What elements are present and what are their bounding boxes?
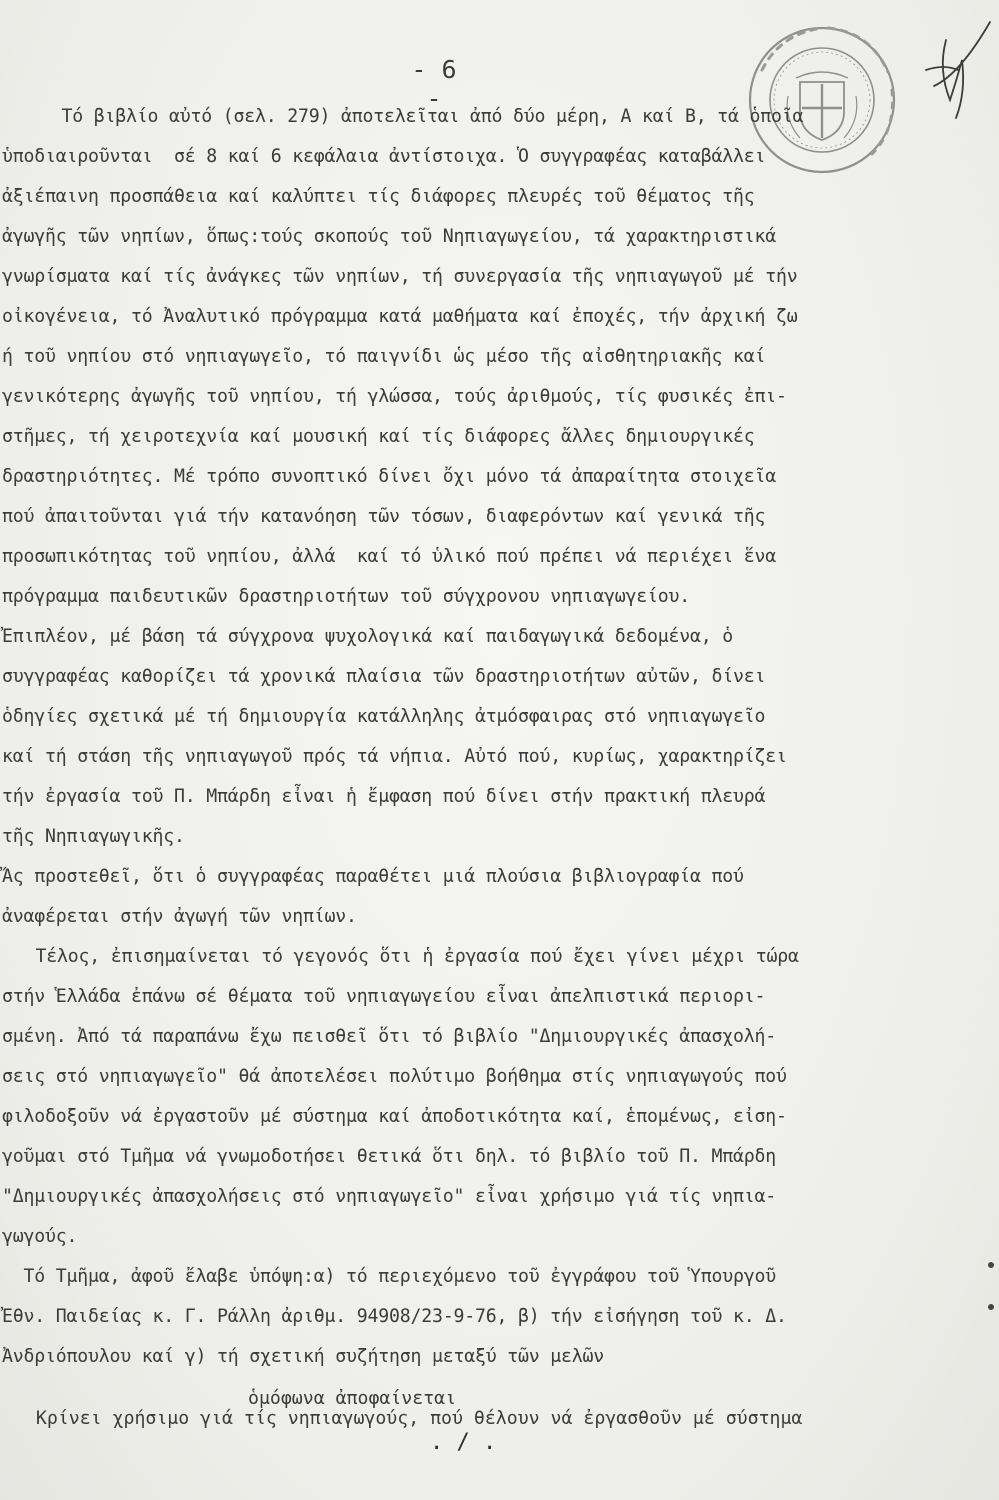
text-line-2: ὑποδιαιροῦνται σέ 8 καί 6 κεφάλαια ἀντίστοιχα. Ὁ συγγραφέας καταβάλλει: [2, 146, 766, 167]
text-line-9: στῆμες, τή χειροτεχνία καί μουσική καί τίς διάφορες ἄλλες δημιουργικές: [2, 426, 755, 447]
text-line-30: Τό Τμῆμα, ἀφοῦ ἔλαβε ὑπόψη:α) τό περιεχόμενο τοῦ ἐγγράφου τοῦ Ὑπουργοῦ: [2, 1266, 776, 1287]
text-line-8: γενικότερης ἀγωγῆς τοῦ νηπίου, τή γλώσσα, τούς ἀριθμούς, τίς φυσικές ἐπι-: [2, 386, 787, 407]
text-line-25: σεις στό νηπιαγωγεῖο" θά ἀποτελέσει πολύτιμο βοήθημα στίς νηπιαγωγούς πού: [2, 1066, 787, 1087]
text-line-27: γοῦμαι στό Τμῆμα νά γνωμοδοτήσει θετικά ὅτι δηλ. τό βιβλίο τοῦ Π. Μπάρδη: [2, 1146, 776, 1167]
page-number: - 6 -: [411, 55, 457, 113]
text-line-21: ἀναφέρεται στήν ἀγωγή τῶν νηπίων.: [2, 906, 357, 927]
text-line-26: φιλοδοξοῦν νά ἐργαστοῦν μέ σύστημα καί ἀποδοτικότητα καί, ἑπομένως, εἰση-: [2, 1106, 787, 1127]
text-line-23: στήν Ἑλλάδα ἐπάνω σέ θέματα τοῦ νηπιαγωγείου εἶναι ἀπελπιστικά περιορι-: [2, 986, 766, 1007]
text-line-3: ἀξιέπαινη προσπάθεια καί καλύπτει τίς διάφορες πλευρές τοῦ θέματος τῆς: [2, 186, 755, 207]
text-line-16: ὁδηγίες σχετικά μέ τή δημιουργία κατάλληλης ἀτμόσφαιρας στό νηπιαγωγεῖο: [2, 706, 766, 727]
text-line-22: Τέλος, ἐπισημαίνεται τό γεγονός ὅτι ἡ ἐργασία πού ἔχει γίνει μέχρι τώρα: [14, 946, 799, 967]
text-line-1: Τό βιβλίο αὐτό (σελ. 279) ἀποτελεῖται ἀπό δύο μέρη, Α καί Β, τά ὁποῖα: [40, 106, 804, 127]
text-line-14: Ἐπιπλέον, μέ βάση τά σύγχρονα ψυχολογικά καί παιδαγωγικά δεδομένα, ὁ: [2, 626, 733, 647]
text-line-19: τῆς Νηπιαγωγικῆς.: [2, 826, 185, 847]
text-line-7: ή τοῦ νηπίου στό νηπιαγωγεῖο, τό παιγνίδι ὡς μέσο τῆς αἰσθητηριακῆς καί: [2, 346, 766, 367]
text-line-28: "Δημιουργικές ἀπασχολήσεις στό νηπιαγωγεῖο" εἶναι χρήσιμο γιά τίς νηπια-: [2, 1186, 776, 1207]
text-line-10: δραστηριότητες. Μέ τρόπο συνοπτικό δίνει ὄχι μόνο τά ἀπαραίτητα στοιχεῖα: [2, 466, 776, 487]
text-line-15: συγγραφέας καθορίζει τά χρονικά πλαίσια τῶν δραστηριοτήτων αὐτῶν, δίνει: [2, 666, 766, 687]
text-line-12: προσωπικότητας τοῦ νηπίου, ἀλλά καί τό ὑλικό πού πρέπει νά περιέχει ἕνα: [2, 546, 776, 567]
text-line-29: γωγούς.: [2, 1226, 78, 1247]
text-line-18: τήν ἐργασία τοῦ Π. Μπάρδη εἶναι ἡ ἔμφαση πού δίνει στήν πρακτική πλευρά: [2, 786, 766, 807]
text-line-32: Ἀνδριόπουλου καί γ) τή σχετική συζήτηση μεταξύ τῶν μελῶν: [2, 1346, 604, 1367]
margin-dot: [988, 1262, 994, 1268]
text-line-last: Κρίνει χρήσιμο γιά τίς νηπιαγωγούς, πού θέλουν νά ἐργασθοῦν μέ σύστημα: [14, 1408, 803, 1429]
text-line-24: σμένη. Ἀπό τά παραπάνω ἔχω πεισθεῖ ὅτι τό βιβλίο "Δημιουργικές ἀπασχολή-: [2, 1026, 776, 1047]
text-line-11: πού ἀπαιτοῦνται γιά τήν κατανόηση τῶν τόσων, διαφερόντων καί γενικά τῆς: [2, 506, 766, 527]
text-line-20: Ἄς προστεθεῖ, ὅτι ὁ συγγραφέας παραθέτει μιά πλούσια βιβλιογραφία πού: [2, 866, 744, 887]
decision-heading: ὁμόφωνα ἀποφαίνεται: [248, 1388, 457, 1409]
text-line-13: πρόγραμμα παιδευτικῶν δραστηριοτήτων τοῦ σύγχρονου νηπιαγωγείου.: [2, 586, 690, 607]
margin-dot: [988, 1304, 994, 1310]
text-line-17: καί τή στάση τῆς νηπιαγωγοῦ πρός τά νήπια. Αὐτό πού, κυρίως, χαρακτηρίζει: [2, 746, 787, 767]
text-line-31: Ἐθν. Παιδείας κ. Γ. Ράλλη ἀριθμ. 94908/23-9-76, β) τήν εἰσήγηση τοῦ κ. Δ.: [2, 1306, 787, 1327]
text-line-5: γνωρίσματα καί τίς ἀνάγκες τῶν νηπίων, τή συνεργασία τῆς νηπιαγωγοῦ μέ τήν: [2, 266, 798, 287]
text-line-4: ἀγωγῆς τῶν νηπίων, ὅπως:τούς σκοπούς τοῦ Νηπιαγωγείου, τά χαρακτηριστικά: [2, 226, 776, 247]
continuation-mark: . / .: [430, 1430, 497, 1455]
text-line-6: οἰκογένεια, τό Ἀναλυτικό πρόγραμμα κατά μαθήματα καί ἐποχές, τήν ἀρχική ζω: [2, 306, 798, 327]
